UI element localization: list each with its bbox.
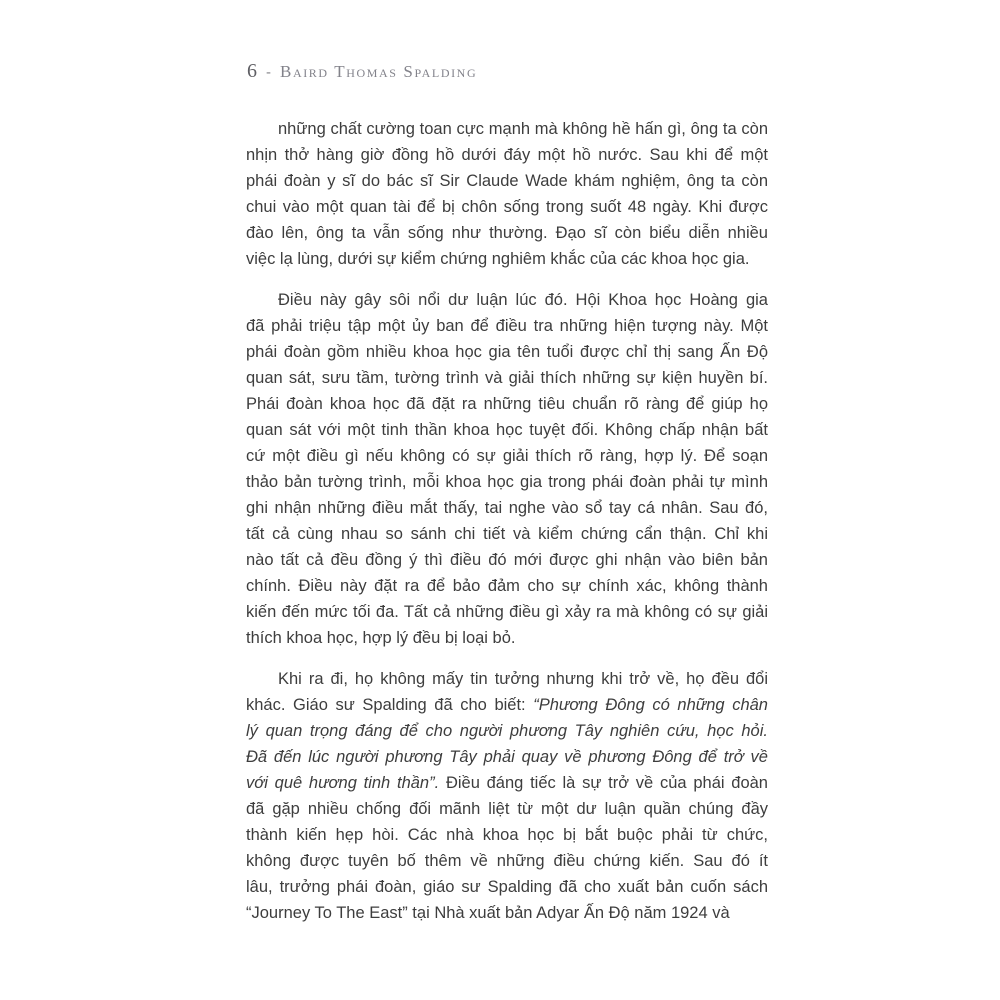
text-line: cứ một điều gì nếu không có sự giải thích rõ ràng, hợp lý. Để soạn: [246, 447, 768, 465]
text-line: Khi ra đi, họ không mấy tin tưởng nhưng khi trở về, họ đều đổi: [278, 670, 768, 688]
text-line: đã phải triệu tập một ủy ban để điều tra những hiện tượng này. Một: [246, 317, 768, 335]
text-line: tất cả cùng nhau so sánh chi tiết và kiểm chứng cẩn thận. Chỉ khi: [246, 525, 768, 543]
quote-text-segment: “Phương Đông có những chân: [533, 696, 768, 714]
text-line: thích khoa học, hợp lý đều bị loại bỏ.: [246, 629, 516, 647]
text-line: đào lên, ông ta vẫn sống như thường. Đạo sĩ còn biểu diễn nhiều: [246, 224, 768, 242]
text-line: [246, 692, 768, 718]
quote-text-segment: với quê hương tinh thần”.: [246, 774, 440, 792]
page-body: [246, 116, 768, 941]
text-line: “Journey To The East” tại Nhà xuất bản Adyar Ấn Độ năm 1924 và: [246, 904, 730, 922]
page-header: [247, 60, 477, 83]
text-line: [246, 770, 768, 796]
text-line: quan sát với một tinh thần khoa học tuyệt đối. Không chấp nhận bất: [246, 421, 768, 439]
text-line: nào tất cả đều đồng ý thì điều đó mới được ghi nhận vào biên bản: [246, 551, 768, 569]
paragraph-2: [246, 287, 768, 651]
text-line: thành kiến hẹp hòi. Các nhà khoa học bị bắt buộc phải từ chức,: [246, 826, 768, 844]
text-line: ghi nhận những điều mắt thấy, tai nghe vào sổ tay cá nhân. Sau đó,: [246, 499, 768, 517]
header-separator: -: [266, 64, 271, 81]
text-line: đã gặp nhiều chống đối mãnh liệt từ một dư luận quần chúng đầy: [246, 800, 768, 818]
text-line: Phái đoàn khoa học đã đặt ra những tiêu chuẩn rõ ràng để giúp họ: [246, 395, 768, 413]
text-line: lâu, trưởng phái đoàn, giáo sư Spalding đã cho xuất bản cuốn sách: [246, 878, 768, 896]
text-line: kiến đến mức tối đa. Tất cả những điều gì xảy ra mà không có sự giải: [246, 603, 768, 621]
text-segment: khác. Giáo sư Spalding đã cho biết:: [246, 696, 534, 714]
text-line: quan sát, sưu tầm, tường trình và giải thích những sự kiện huyền bí.: [246, 369, 768, 387]
text-line: những chất cường toan cực mạnh mà không hề hấn gì, ông ta còn: [278, 120, 768, 138]
text-line: không được tuyên bố thêm về những điều chứng kiến. Sau đó ít: [246, 852, 768, 870]
text-line: phái đoàn y sĩ do bác sĩ Sir Claude Wade khám nghiệm, ông ta còn: [246, 172, 768, 190]
text-line: việc lạ lùng, dưới sự kiểm chứng nghiêm khắc của các khoa học gia.: [246, 250, 750, 268]
text-line: chính. Điều này đặt ra để bảo đảm cho sự chính xác, không thành: [246, 577, 768, 595]
text-line: nhịn thở hàng giờ đồng hồ dưới đáy một hồ nước. Sau khi để một: [246, 146, 768, 164]
paragraph-3: [246, 666, 768, 926]
quote-text-line: Đã đến lúc người phương Tây phải quay về phương Đông để trở về: [246, 748, 768, 766]
running-title: Baird Thomas Spalding: [280, 62, 478, 81]
paragraph-1: [246, 116, 768, 272]
text-line: Điều này gây sôi nổi dư luận lúc đó. Hội Khoa học Hoàng gia: [278, 291, 768, 309]
text-segment: Điều đáng tiếc là sự trở về của phái đoàn: [439, 774, 768, 792]
text-line: chui vào một quan tài để bị chôn sống trong suốt 48 ngày. Khi được: [246, 198, 768, 216]
text-line: phái đoàn gồm nhiều khoa học gia tên tuổi được chỉ thị sang Ấn Độ: [246, 343, 768, 361]
text-line: thảo bản tường trình, mỗi khoa học gia trong phái đoàn phải tự mình: [246, 473, 768, 491]
page-number: 6: [247, 60, 257, 82]
quote-text-line: lý quan trọng đáng để cho người phương Tây nghiên cứu, học hỏi.: [246, 722, 768, 740]
